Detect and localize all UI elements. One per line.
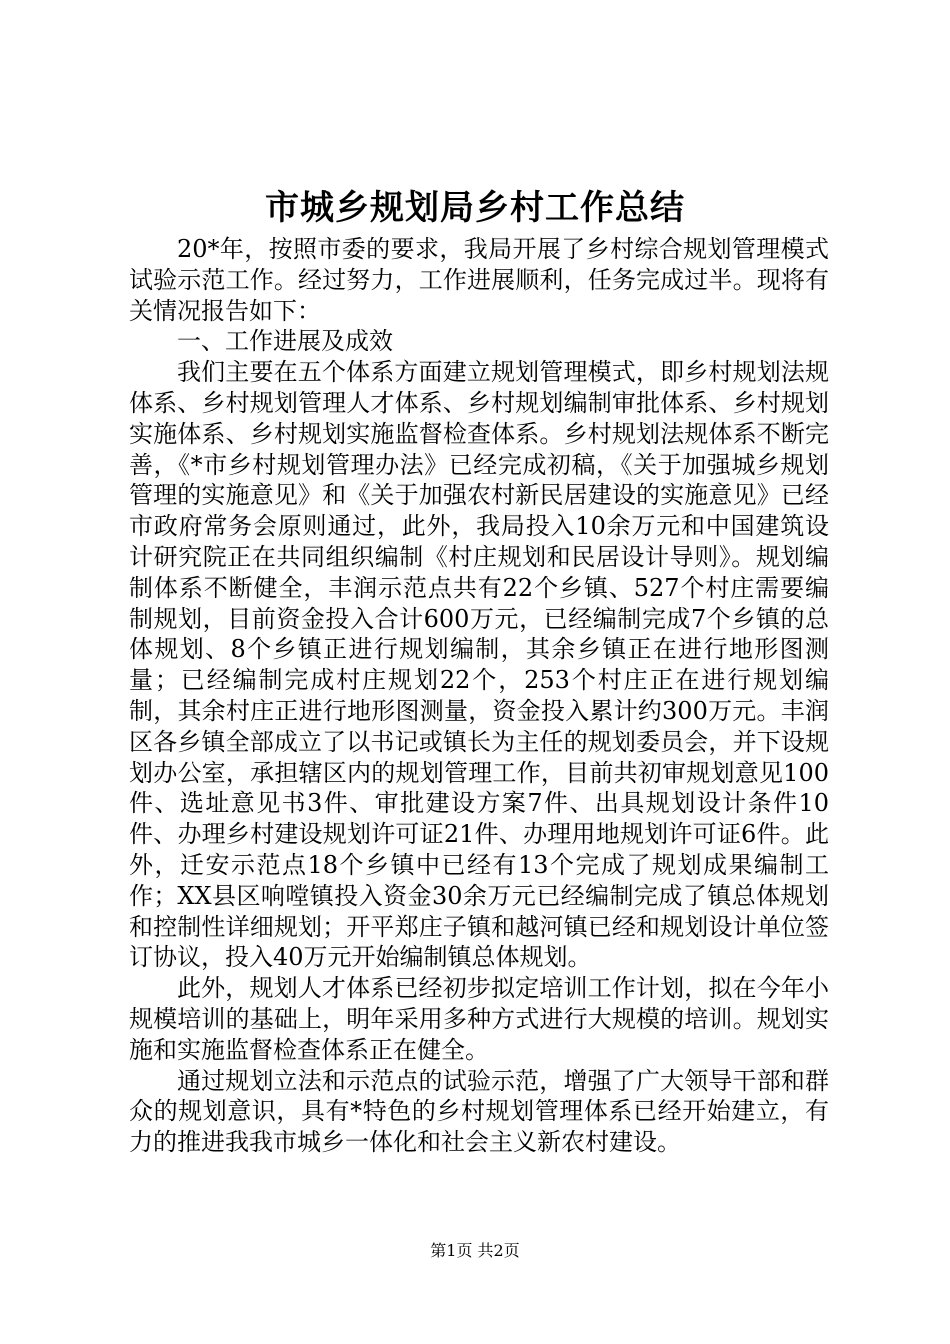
document-title: 市城乡规划局乡村工作总结 <box>265 188 685 228</box>
page-number: 第1页 共2页 <box>430 1241 520 1260</box>
training-paragraph: 此外，规划人才体系已经初步拟定培训工作计划，拟在今年小规模培训的基础上，明年采用多种方式进行大规模的培训。规划实施和实施监督检查体系正在健全。 <box>129 974 829 1064</box>
section-heading: 一、工作进展及成效 <box>177 327 393 356</box>
conclusion-paragraph: 通过规划立法和示范点的试验示范，增强了广大领导干部和群众的规划意识，具有*特色的乡村规划管理体系已经开始建立，有力的推进我我市城乡一体化和社会主义新农村建设。 <box>129 1066 829 1157</box>
progress-paragraph: 我们主要在五个体系方面建立规划管理模式，即乡村规划法规体系、乡村规划管理人才体系、乡村规划编制审批体系、乡村规划实施体系、乡村规划实施监督检查体系。乡村规划法规体系不断完善，《*市乡村规划管理办法》已经完成初稿，《关于加强城乡规划管理的实施意见》和《关于加强农村新民居建设的实施意见》已经市政府常务会原则通过，此外，我局投入10余万元和中国建筑设计研究院正在共同组织编制《村庄规划和民居设计导则》。规划编制体系不断健全，丰润示范点共有22个乡镇、527个村庄需要编制规划，目前资金投入合计600万元，已经编制完成7个乡镇的总体规划、8个乡镇正进行规划编制，其余乡镇正在进行地形图测量；已经编制完成村庄规划22个，253个村庄正在进行规划编制，其余村庄正进行地形图测量，资金投入累计约300万元。丰润区各乡镇全部成立了以书记或镇长为主任的规划委员会，并下设规划办公室，承担辖区内的规划管理工作，目前共初审规划意见100件、选址意见书3件、审批建设方案7件、出具规划设计条件10件、办理乡村建设规划许可证21件、办理用地规划许可证6件。此外，迁安示范点18个乡镇中已经有13个完成了规划成果编制工作；XX县区响嘡镇投入资金30余万元已经编制完成了镇总体规划和控制性详细规划；开平郑庄子镇和越河镇已经和规划设计单位签订协议，投入40万元开始编制镇总体规划。 <box>129 358 829 972</box>
document-body <box>129 234 829 1158</box>
intro-paragraph: 20*年，按照市委的要求，我局开展了乡村综合规划管理模式试验示范工作。经过努力，工作进展顺利，任务完成过半。现将有关情况报告如下： <box>129 235 829 325</box>
